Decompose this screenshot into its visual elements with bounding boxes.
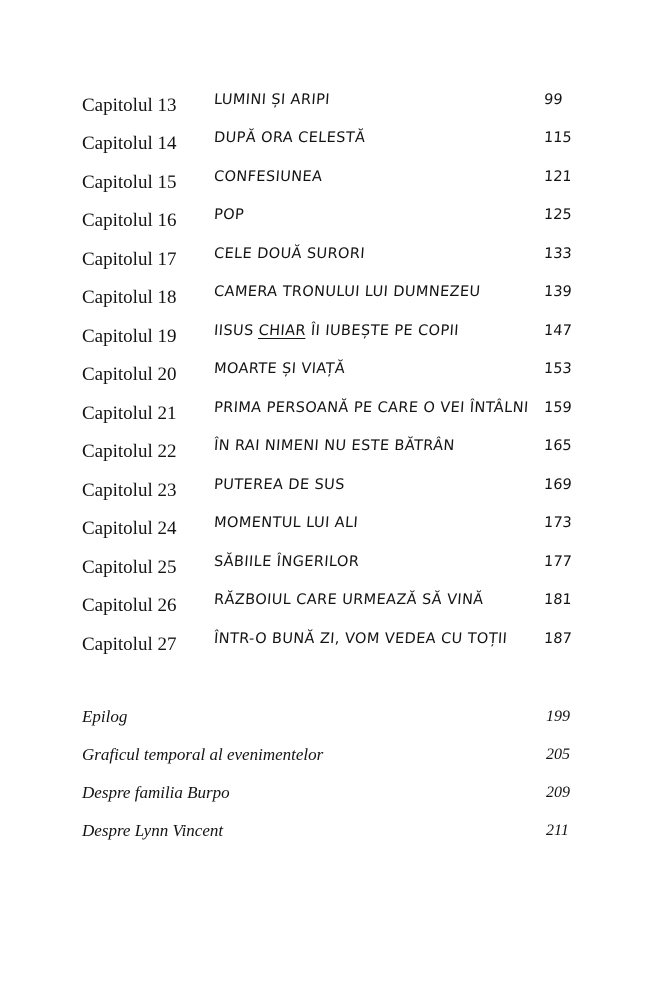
chapter-number: Capitolul 13 [82,95,177,116]
section-title: Epilog [82,707,128,726]
chapter-title: CELE DOUĂ SURORI [213,246,366,262]
back-matter-entry [0,745,650,775]
chapter-title: RĂZBOIUL CARE URMEAZĂ SĂ VINĂ [213,592,485,608]
page-number: 159 [543,400,573,416]
chapter-number: Capitolul 20 [82,364,177,385]
page-number: 173 [543,515,573,531]
chapter-number: Capitolul 22 [82,441,177,462]
page-number: 153 [543,361,573,377]
page-number: 139 [543,284,573,300]
section-title: Graficul temporal al evenimentelor [82,745,324,764]
page-number: 99 [543,92,564,108]
chapter-number: Capitolul 17 [82,249,177,270]
chapter-title: POP [213,207,245,223]
back-matter-entry [0,707,650,737]
page-number: 121 [543,169,573,185]
chapter-number: Capitolul 24 [82,518,177,539]
chapter-title: CONFESIUNEA [213,169,323,185]
page-number: 115 [543,130,573,146]
chapter-title: CAMERA TRONULUI LUI DUMNEZEU [213,284,482,300]
page-number: 177 [543,554,573,570]
page-number: 133 [543,246,573,262]
page-number: 125 [543,207,573,223]
section-title: Despre familia Burpo [82,783,230,802]
chapter-title: PUTEREA DE SUS [213,477,346,493]
chapter-title: PRIMA PERSOANĂ PE CARE O VEI ÎNTÂLNI [213,400,530,416]
chapter-number: Capitolul 21 [82,403,177,424]
page-number: 147 [543,323,573,339]
chapter-number: Capitolul 16 [82,210,177,231]
chapter-title: ÎNTR-O BUNĂ ZI, VOM VEDEA CU TOȚII [213,631,508,647]
toc-entry [0,631,650,672]
chapter-title: ÎN RAI NIMENI NU ESTE BĂTRÂN [213,438,456,454]
page-number: 211 [546,822,569,839]
chapter-number: Capitolul 27 [82,634,177,655]
chapter-title: MOMENTUL LUI ALI [213,515,359,531]
chapter-title-end: ÎI IUBEȘTE PE COPII [305,323,460,339]
page-number: 199 [546,708,570,725]
chapter-title [213,320,459,342]
chapter-number: Capitolul 26 [82,595,177,616]
chapter-title: SĂBIILE ÎNGERILOR [213,554,360,570]
chapter-title: LUMINI ȘI ARIPI [213,92,331,108]
chapter-title: MOARTE ȘI VIAȚĂ [213,361,346,377]
page-number: 169 [543,477,573,493]
chapter-title-start: IISUS [213,323,260,339]
chapter-number: Capitolul 25 [82,557,177,578]
chapter-title: DUPĂ ORA CELESTĂ [213,130,366,146]
page-number: 181 [543,592,573,608]
chapter-number: Capitolul 15 [82,172,177,193]
page-number: 209 [546,784,570,801]
section-title: Despre Lynn Vincent [82,821,224,840]
back-matter-entry [0,821,650,851]
chapter-number: Capitolul 19 [82,326,177,347]
back-matter-entry [0,783,650,813]
page-number: 205 [546,746,570,763]
page-number: 187 [543,631,573,647]
chapter-number: Capitolul 18 [82,287,177,308]
page-number: 165 [543,438,573,454]
chapter-number: Capitolul 14 [82,133,177,154]
chapter-number: Capitolul 23 [82,480,177,501]
chapter-title-emphasis: CHIAR [258,323,307,339]
